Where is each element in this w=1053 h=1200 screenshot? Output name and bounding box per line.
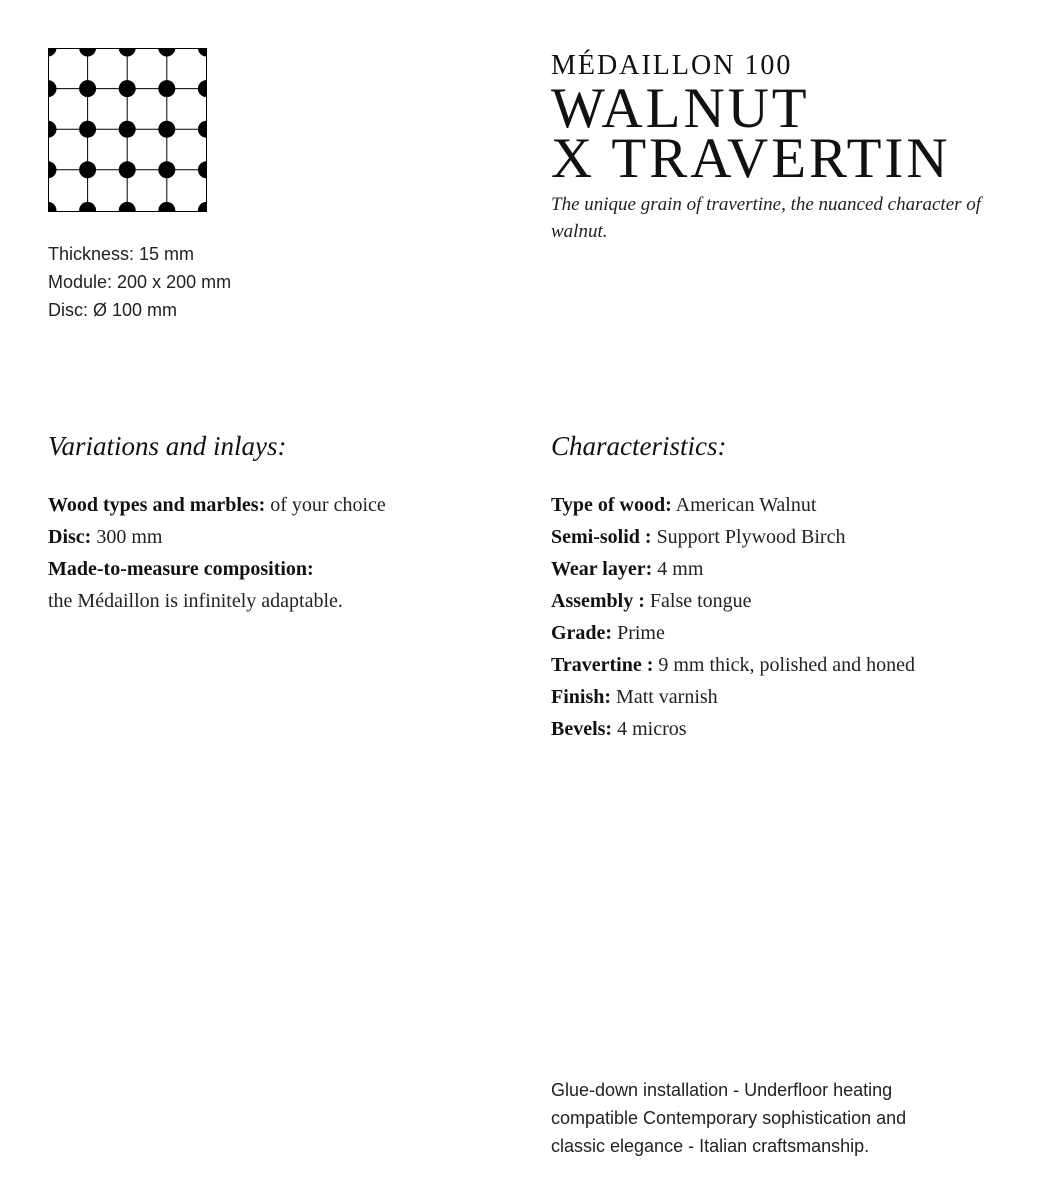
disc-dot — [119, 202, 136, 212]
disc-dot — [198, 80, 207, 97]
disc-dot — [198, 161, 207, 178]
medallion-grid-pattern — [48, 48, 207, 212]
disc-dot — [119, 121, 136, 138]
disc-dot — [79, 48, 96, 57]
disc-dot — [48, 202, 57, 212]
product-title — [551, 77, 991, 190]
characteristic-item: Assembly : False tongue — [551, 590, 752, 612]
characteristic-item: Type of wood: American Walnut — [551, 494, 817, 516]
title-line-2: X TRAVERTIN — [551, 127, 951, 190]
installation-note: Glue-down installation - Underfloor heating compatible Contemporary sophistication and classic elegance - Italian craftsmanship. — [551, 1080, 907, 1156]
variation-item: Disc: 300 mm — [48, 526, 163, 548]
disc-dot — [119, 48, 136, 57]
title-line-1: WALNUT — [551, 77, 810, 140]
variations-list — [48, 489, 488, 617]
spec-module: Module: 200 x 200 mm — [48, 272, 232, 292]
disc-dot — [79, 80, 96, 97]
disc-dot — [158, 121, 175, 138]
disc-dot — [48, 48, 57, 57]
characteristic-item: Grade: Prime — [551, 622, 665, 644]
product-tagline: The unique grain of travertine, the nuanced character of walnut. — [551, 194, 982, 242]
variation-item: Wood types and marbles: of your choice — [48, 494, 386, 516]
pattern-swatch — [48, 48, 207, 212]
disc-dot — [158, 161, 175, 178]
disc-dot — [119, 161, 136, 178]
characteristic-item: Finish: Matt varnish — [551, 686, 718, 708]
collection-name: MÉDAILLON 100 — [551, 50, 793, 81]
disc-dot — [198, 121, 207, 138]
disc-dot — [48, 161, 57, 178]
variations-heading: Variations and inlays: — [48, 431, 287, 461]
disc-dot — [119, 80, 136, 97]
disc-dot — [158, 202, 175, 212]
disc-dot — [158, 80, 175, 97]
disc-dot — [158, 48, 175, 57]
characteristics-list — [551, 489, 991, 745]
variation-item: the Médaillon is infinitely adaptable. — [48, 590, 343, 612]
characteristics-heading: Characteristics: — [551, 431, 727, 461]
characteristic-item: Semi-solid : Support Plywood Birch — [551, 526, 846, 548]
disc-dot — [79, 121, 96, 138]
disc-dot — [198, 48, 207, 57]
product-header — [551, 50, 991, 245]
characteristic-item: Wear layer: 4 mm — [551, 558, 704, 580]
disc-dot — [48, 121, 57, 138]
characteristic-item: Bevels: 4 micros — [551, 718, 687, 740]
disc-dot — [79, 161, 96, 178]
characteristic-item: Travertine : 9 mm thick, polished and honed — [551, 654, 916, 676]
product-specs — [48, 240, 231, 324]
disc-dot — [79, 202, 96, 212]
disc-dot — [48, 80, 57, 97]
spec-thickness: Thickness: 15 mm — [48, 244, 195, 264]
variation-item: Made-to-measure composition: — [48, 558, 314, 580]
spec-disc: Disc: Ø 100 mm — [48, 300, 178, 320]
disc-dot — [198, 202, 207, 212]
